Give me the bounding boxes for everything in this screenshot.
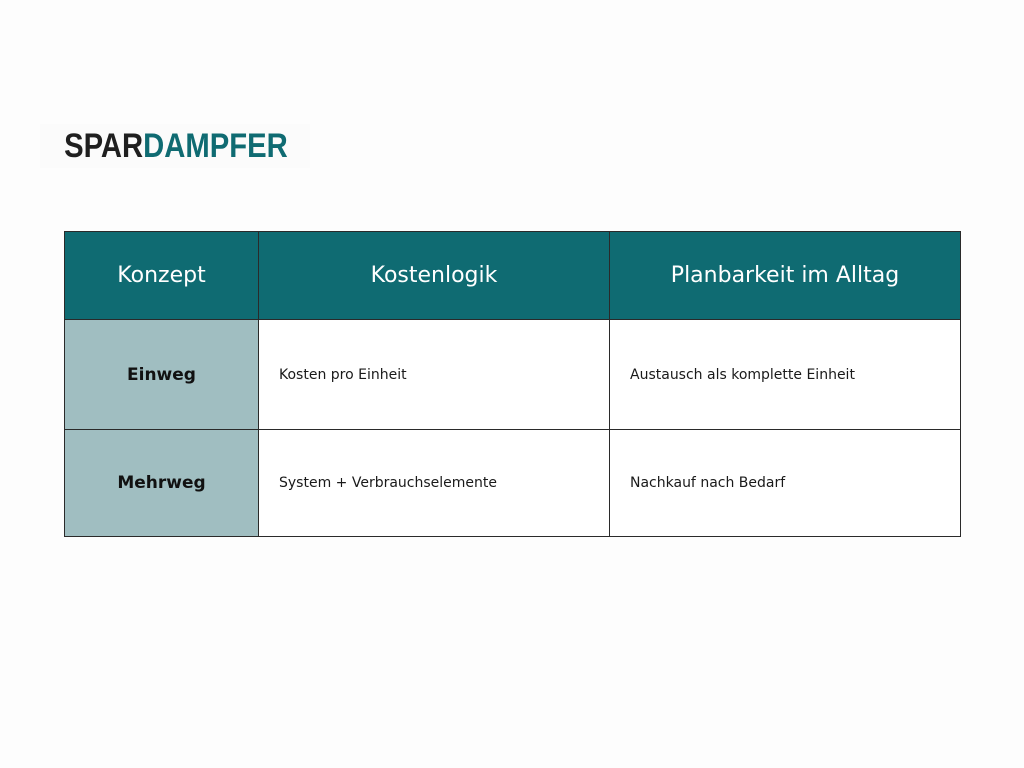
header-planbarkeit: Planbarkeit im Alltag: [610, 232, 961, 320]
brand-logo: [40, 124, 310, 168]
cell-kostenlogik: System + Verbrauchselemente: [259, 430, 610, 537]
header-konzept: Konzept: [65, 232, 259, 320]
header-kostenlogik: Kostenlogik: [259, 232, 610, 320]
cell-konzept: Einweg: [65, 320, 259, 430]
table-header-row: [65, 232, 961, 320]
cell-konzept: Mehrweg: [65, 430, 259, 537]
table-row: [65, 320, 961, 430]
logo-text-dampfer: DAMPFER: [143, 126, 288, 165]
cell-kostenlogik: Kosten pro Einheit: [259, 320, 610, 430]
cell-planbarkeit: Nachkauf nach Bedarf: [610, 430, 961, 537]
comparison-table: [64, 231, 961, 537]
cell-planbarkeit: Austausch als komplette Einheit: [610, 320, 961, 430]
logo-text-spar: SPAR: [64, 126, 144, 165]
table-row: [65, 430, 961, 537]
